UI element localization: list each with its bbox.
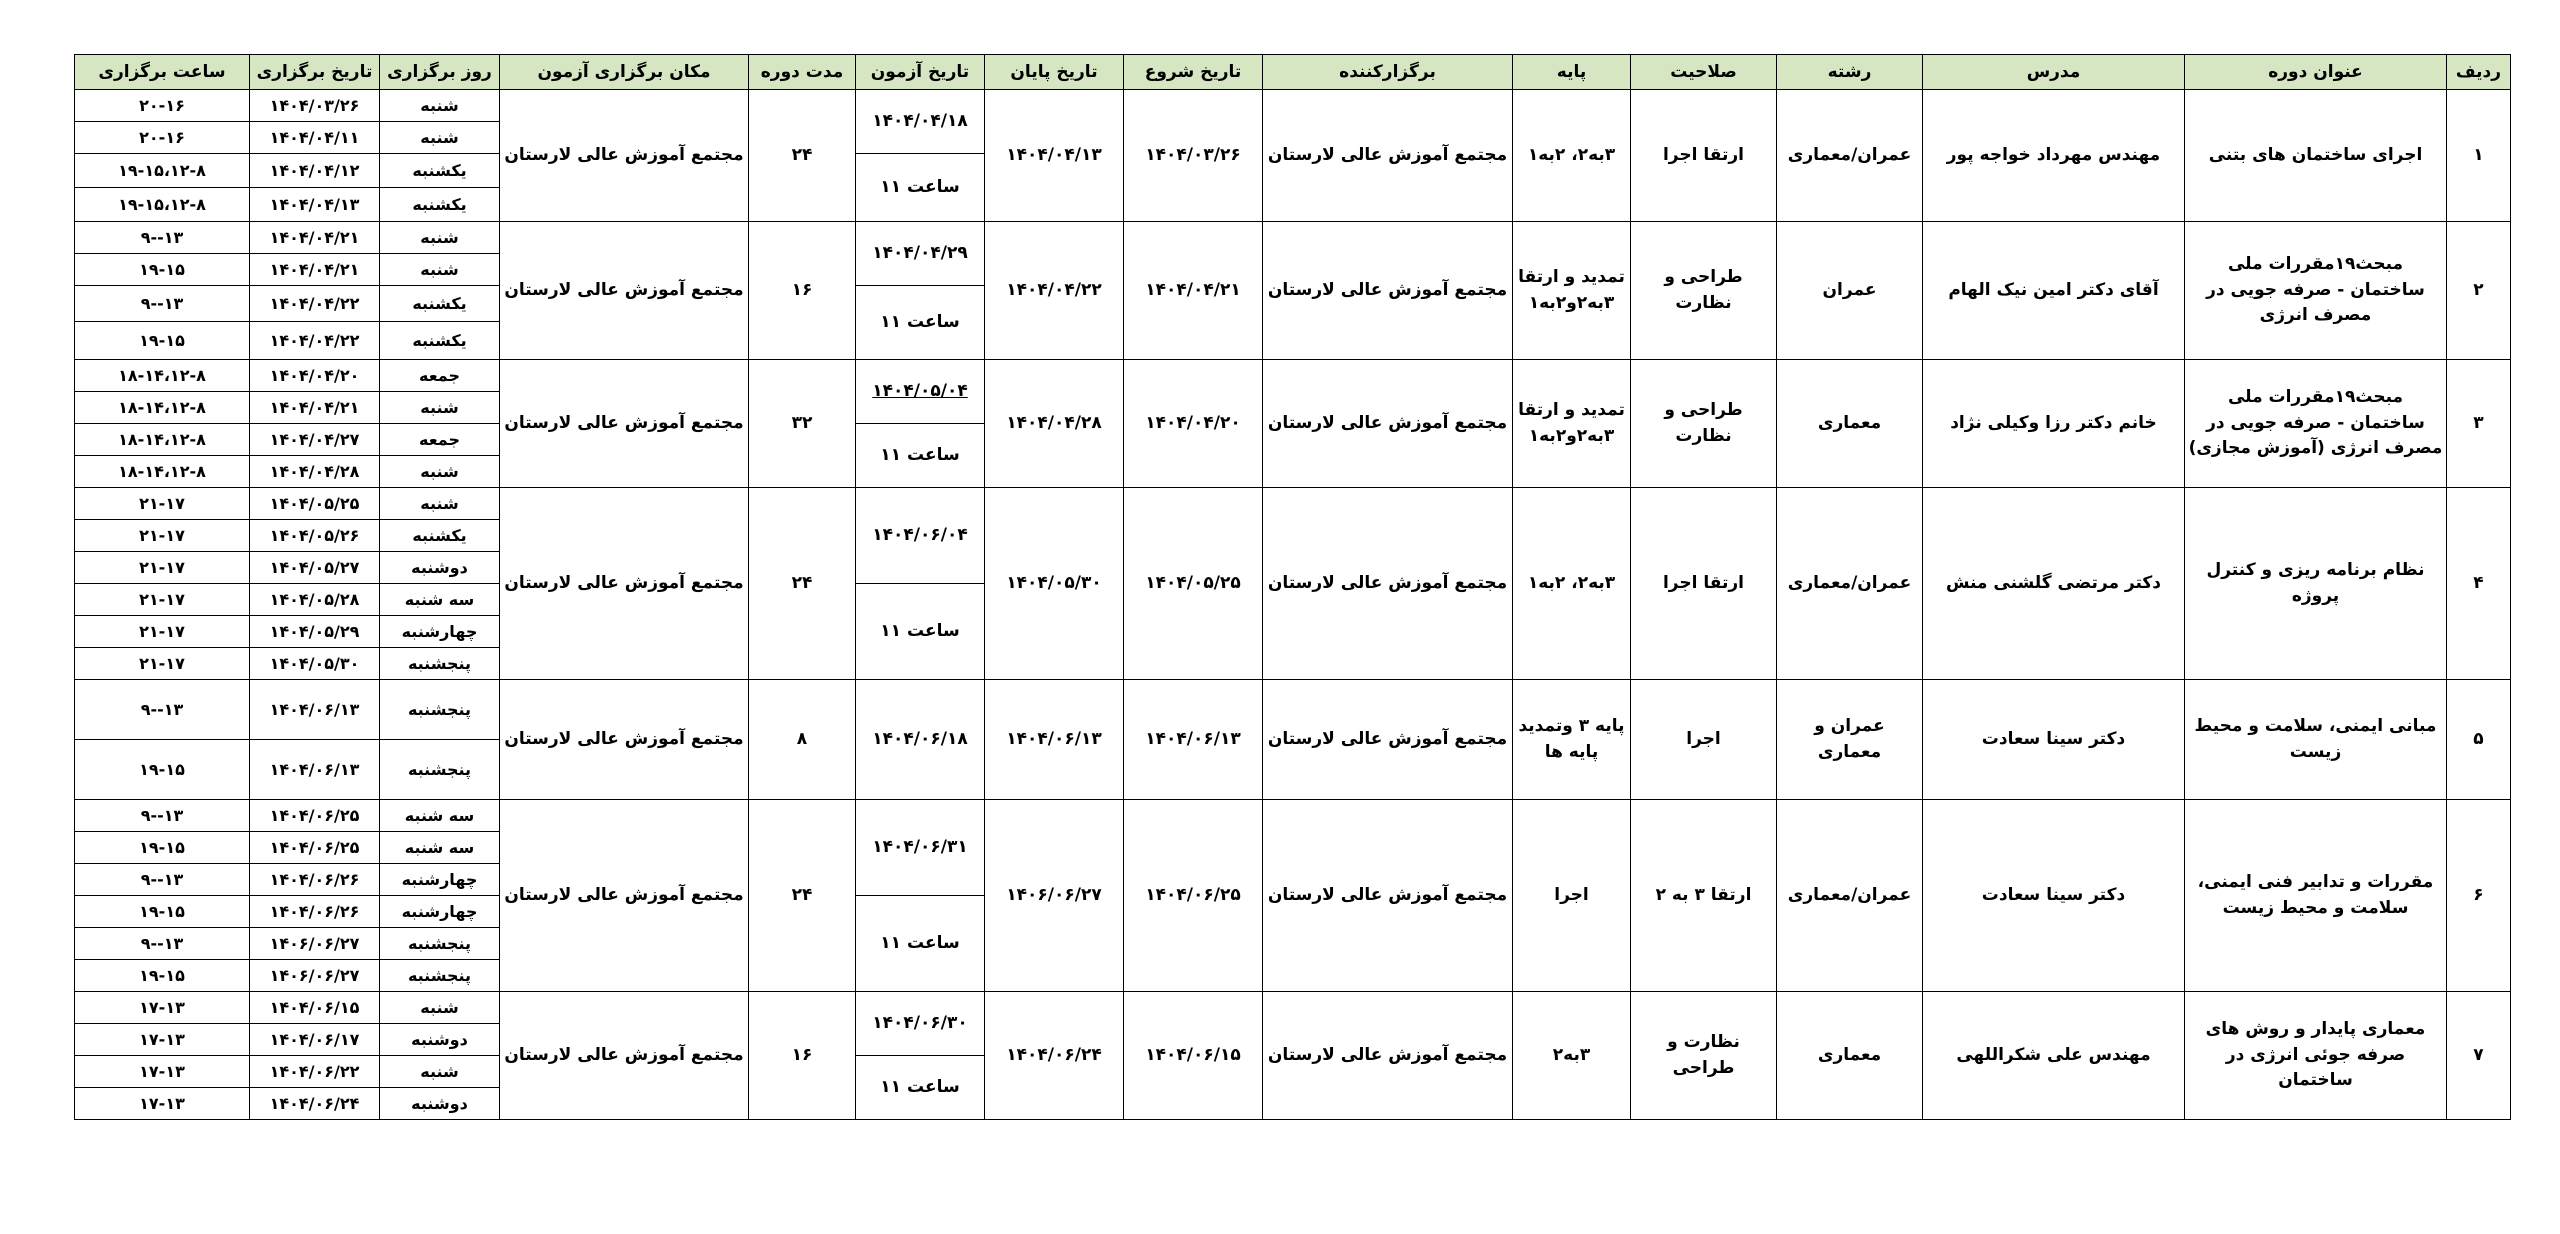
session-time: ۲۱-۱۷ — [75, 520, 250, 552]
session-day: یکشنبه — [380, 188, 500, 222]
course-exam-date: ۱۴۰۴/۰۴/۱۸ — [856, 90, 985, 154]
session-day: پنجشنبه — [380, 740, 500, 800]
course-schedule-table — [74, 54, 2511, 1120]
session-date: ۱۴۰۶/۰۶/۲۷ — [250, 960, 380, 992]
session-date: ۱۴۰۴/۰۶/۲۵ — [250, 832, 380, 864]
header-grade: پایه — [1513, 55, 1631, 90]
course-title: معماری پایدار و روش های صرفه جوئی انرژی در ساختمان — [2185, 992, 2447, 1120]
course-field: عمران/معماری — [1777, 90, 1923, 222]
session-time: ۱۹-۱۵،۱۲-۸ — [75, 188, 250, 222]
course-field: معماری — [1777, 992, 1923, 1120]
course-grade: تمدید و ارتقا ۳به۲و۲به۱ — [1513, 360, 1631, 488]
header-teacher: مدرس — [1923, 55, 2185, 90]
course-organizer: مجتمع آموزش عالی لارستان — [1263, 800, 1513, 992]
course-exam-date: ۱۴۰۴/۰۶/۳۰ — [856, 992, 985, 1056]
session-row — [75, 90, 2511, 122]
session-day: شنبه — [380, 222, 500, 254]
course-competence: نظارت و طراحی — [1631, 992, 1777, 1120]
course-row-number: ۶ — [2447, 800, 2511, 992]
session-time: ۱۸-۱۴،۱۲-۸ — [75, 424, 250, 456]
session-time: ۱۹-۱۵ — [75, 322, 250, 360]
header-competence: صلاحیت — [1631, 55, 1777, 90]
session-time: ۱۹-۱۵ — [75, 960, 250, 992]
session-date: ۱۴۰۴/۰۶/۲۴ — [250, 1088, 380, 1120]
session-day: چهارشنبه — [380, 616, 500, 648]
session-time: ۱۹-۱۵،۱۲-۸ — [75, 154, 250, 188]
course-duration: ۲۴ — [749, 90, 856, 222]
session-day: یکشنبه — [380, 322, 500, 360]
session-day: شنبه — [380, 1056, 500, 1088]
course-grade: ۳به۲ — [1513, 992, 1631, 1120]
course-grade: ۳به۲، ۲به۱ — [1513, 90, 1631, 222]
header-course-title: عنوان دوره — [2185, 55, 2447, 90]
session-time: ۲۱-۱۷ — [75, 488, 250, 520]
session-day: سه شنبه — [380, 832, 500, 864]
header-session-date: تاریخ برگزاری — [250, 55, 380, 90]
course-end-date: ۱۴۰۴/۰۴/۱۳ — [985, 90, 1124, 222]
session-date: ۱۴۰۴/۰۴/۲۱ — [250, 222, 380, 254]
course-title: نظام برنامه ریزی و کنترل پروژه — [2185, 488, 2447, 680]
session-date: ۱۴۰۶/۰۶/۲۷ — [250, 928, 380, 960]
course-field: عمران و معماری — [1777, 680, 1923, 800]
session-day: پنجشنبه — [380, 680, 500, 740]
session-date: ۱۴۰۴/۰۵/۲۶ — [250, 520, 380, 552]
session-time: ۱۳--۹ — [75, 286, 250, 322]
course-teacher: دکتر سینا سعادت — [1923, 800, 2185, 992]
course-exam-time: ساعت ۱۱ — [856, 424, 985, 488]
course-teacher: خانم دکتر رزا وکیلی نژاد — [1923, 360, 2185, 488]
course-exam-place: مجتمع آموزش عالی لارستان — [500, 488, 749, 680]
session-day: پنجشنبه — [380, 928, 500, 960]
course-competence: ارتقا ۳ به ۲ — [1631, 800, 1777, 992]
session-date: ۱۴۰۴/۰۴/۲۱ — [250, 392, 380, 424]
session-row — [75, 222, 2511, 254]
course-title: مقررات و تدابیر فنی ایمنی، سلامت و محیط زیست — [2185, 800, 2447, 992]
header-day: روز برگزاری — [380, 55, 500, 90]
session-time: ۱۷-۱۳ — [75, 1056, 250, 1088]
session-date: ۱۴۰۴/۰۴/۱۳ — [250, 188, 380, 222]
session-date: ۱۴۰۴/۰۴/۲۱ — [250, 254, 380, 286]
session-time: ۱۹-۱۵ — [75, 896, 250, 928]
course-organizer: مجتمع آموزش عالی لارستان — [1263, 992, 1513, 1120]
session-day: دوشنبه — [380, 1024, 500, 1056]
session-date: ۱۴۰۴/۰۵/۲۹ — [250, 616, 380, 648]
course-exam-date: ۱۴۰۴/۰۶/۰۴ — [856, 488, 985, 584]
course-exam-place: مجتمع آموزش عالی لارستان — [500, 360, 749, 488]
session-date: ۱۴۰۴/۰۶/۱۷ — [250, 1024, 380, 1056]
course-title: اجرای ساختمان های بتنی — [2185, 90, 2447, 222]
course-exam-place: مجتمع آموزش عالی لارستان — [500, 680, 749, 800]
session-row — [75, 800, 2511, 832]
session-date: ۱۴۰۴/۰۴/۲۰ — [250, 360, 380, 392]
session-date: ۱۴۰۴/۰۴/۱۱ — [250, 122, 380, 154]
session-day: یکشنبه — [380, 154, 500, 188]
session-day: چهارشنبه — [380, 864, 500, 896]
course-start-date: ۱۴۰۴/۰۶/۱۳ — [1124, 680, 1263, 800]
course-organizer: مجتمع آموزش عالی لارستان — [1263, 360, 1513, 488]
course-exam-time: ساعت ۱۱ — [856, 154, 985, 222]
session-date: ۱۴۰۴/۰۵/۳۰ — [250, 648, 380, 680]
session-date: ۱۴۰۴/۰۵/۲۸ — [250, 584, 380, 616]
course-start-date: ۱۴۰۴/۰۶/۲۵ — [1124, 800, 1263, 992]
course-end-date: ۱۴۰۴/۰۵/۳۰ — [985, 488, 1124, 680]
course-duration: ۲۴ — [749, 488, 856, 680]
session-time: ۱۷-۱۳ — [75, 1088, 250, 1120]
course-exam-time: ساعت ۱۱ — [856, 584, 985, 680]
session-day: پنجشنبه — [380, 648, 500, 680]
course-teacher: دکتر سینا سعادت — [1923, 680, 2185, 800]
course-row-number: ۱ — [2447, 90, 2511, 222]
header-session-time: ساعت برگزاری — [75, 55, 250, 90]
session-time: ۲۱-۱۷ — [75, 648, 250, 680]
course-exam-place: مجتمع آموزش عالی لارستان — [500, 222, 749, 360]
course-duration: ۱۶ — [749, 992, 856, 1120]
course-teacher: مهندس علی شکراللهی — [1923, 992, 2185, 1120]
course-organizer: مجتمع آموزش عالی لارستان — [1263, 90, 1513, 222]
session-time: ۲۱-۱۷ — [75, 584, 250, 616]
session-date: ۱۴۰۴/۰۶/۲۵ — [250, 800, 380, 832]
course-organizer: مجتمع آموزش عالی لارستان — [1263, 488, 1513, 680]
session-time: ۱۸-۱۴،۱۲-۸ — [75, 456, 250, 488]
course-duration: ۲۴ — [749, 800, 856, 992]
course-end-date: ۱۴۰۴/۰۴/۲۲ — [985, 222, 1124, 360]
session-row — [75, 680, 2511, 740]
session-date: ۱۴۰۴/۰۴/۲۲ — [250, 322, 380, 360]
session-date: ۱۴۰۴/۰۴/۲۷ — [250, 424, 380, 456]
header-row-number: ردیف — [2447, 55, 2511, 90]
session-day: شنبه — [380, 122, 500, 154]
course-competence: ارتقا اجرا — [1631, 90, 1777, 222]
course-teacher: دکتر مرتضی گلشنی منش — [1923, 488, 2185, 680]
course-grade: اجرا — [1513, 800, 1631, 992]
course-title: مبحث۱۹مقررات ملی ساختمان - صرفه جویی در مصرف انرژی — [2185, 222, 2447, 360]
course-exam-time: ساعت ۱۱ — [856, 1056, 985, 1120]
header-row — [75, 55, 2511, 90]
header-duration: مدت دوره — [749, 55, 856, 90]
course-row-number: ۵ — [2447, 680, 2511, 800]
session-day: شنبه — [380, 392, 500, 424]
course-field: عمران/معماری — [1777, 800, 1923, 992]
course-teacher: آقای دکتر امین نیک الهام — [1923, 222, 2185, 360]
session-time: ۱۳--۹ — [75, 680, 250, 740]
course-end-date: ۱۴۰۴/۰۶/۲۴ — [985, 992, 1124, 1120]
session-day: شنبه — [380, 254, 500, 286]
course-competence: طراحی و نظارت — [1631, 360, 1777, 488]
header-end-date: تاریخ پایان — [985, 55, 1124, 90]
session-date: ۱۴۰۴/۰۳/۲۶ — [250, 90, 380, 122]
course-exam-time: ساعت ۱۱ — [856, 896, 985, 992]
header-organizer: برگزارکننده — [1263, 55, 1513, 90]
course-title: مبانی ایمنی، سلامت و محیط زیست — [2185, 680, 2447, 800]
session-day: یکشنبه — [380, 520, 500, 552]
session-time: ۱۳--۹ — [75, 800, 250, 832]
session-time: ۱۹-۱۵ — [75, 740, 250, 800]
course-teacher: مهندس مهرداد خواجه پور — [1923, 90, 2185, 222]
course-start-date: ۱۴۰۴/۰۳/۲۶ — [1124, 90, 1263, 222]
course-competence: اجرا — [1631, 680, 1777, 800]
course-title: مبحث۱۹مقررات ملی ساختمان - صرفه جویی در مصرف انرژی (آموزش مجازی) — [2185, 360, 2447, 488]
session-date: ۱۴۰۴/۰۴/۲۸ — [250, 456, 380, 488]
session-date: ۱۴۰۴/۰۶/۱۵ — [250, 992, 380, 1024]
course-start-date: ۱۴۰۴/۰۶/۱۵ — [1124, 992, 1263, 1120]
session-day: دوشنبه — [380, 1088, 500, 1120]
session-time: ۱۳--۹ — [75, 864, 250, 896]
header-exam-place: مکان برگزاری آزمون — [500, 55, 749, 90]
session-day: دوشنبه — [380, 552, 500, 584]
course-organizer: مجتمع آموزش عالی لارستان — [1263, 222, 1513, 360]
course-start-date: ۱۴۰۴/۰۵/۲۵ — [1124, 488, 1263, 680]
session-date: ۱۴۰۴/۰۶/۲۶ — [250, 864, 380, 896]
session-day: شنبه — [380, 456, 500, 488]
session-time: ۲۱-۱۷ — [75, 552, 250, 584]
session-date: ۱۴۰۴/۰۶/۲۲ — [250, 1056, 380, 1088]
session-day: پنجشنبه — [380, 960, 500, 992]
session-time: ۲۰-۱۶ — [75, 122, 250, 154]
course-end-date: ۱۴۰۶/۰۶/۲۷ — [985, 800, 1124, 992]
course-row-number: ۳ — [2447, 360, 2511, 488]
course-row-number: ۷ — [2447, 992, 2511, 1120]
session-date: ۱۴۰۴/۰۶/۱۳ — [250, 680, 380, 740]
session-date: ۱۴۰۴/۰۴/۱۲ — [250, 154, 380, 188]
course-exam-date: ۱۴۰۴/۰۵/۰۴ — [856, 360, 985, 424]
session-time: ۱۷-۱۳ — [75, 1024, 250, 1056]
session-day: شنبه — [380, 992, 500, 1024]
course-row-number: ۲ — [2447, 222, 2511, 360]
course-exam-date: ۱۴۰۴/۰۶/۳۱ — [856, 800, 985, 896]
session-time: ۲۰-۱۶ — [75, 90, 250, 122]
course-exam-place: مجتمع آموزش عالی لارستان — [500, 992, 749, 1120]
course-exam-place: مجتمع آموزش عالی لارستان — [500, 90, 749, 222]
session-day: شنبه — [380, 90, 500, 122]
course-field: عمران/معماری — [1777, 488, 1923, 680]
course-row-number: ۴ — [2447, 488, 2511, 680]
course-exam-place: مجتمع آموزش عالی لارستان — [500, 800, 749, 992]
course-start-date: ۱۴۰۴/۰۴/۲۱ — [1124, 222, 1263, 360]
session-time: ۱۹-۱۵ — [75, 832, 250, 864]
course-field: عمران — [1777, 222, 1923, 360]
session-time: ۲۱-۱۷ — [75, 616, 250, 648]
course-duration: ۸ — [749, 680, 856, 800]
session-time: ۱۳--۹ — [75, 928, 250, 960]
course-organizer: مجتمع آموزش عالی لارستان — [1263, 680, 1513, 800]
session-row — [75, 992, 2511, 1024]
session-date: ۱۴۰۴/۰۵/۲۵ — [250, 488, 380, 520]
session-day: سه شنبه — [380, 800, 500, 832]
course-exam-date: ۱۴۰۴/۰۴/۲۹ — [856, 222, 985, 286]
course-end-date: ۱۴۰۴/۰۶/۱۳ — [985, 680, 1124, 800]
course-exam-time: ساعت ۱۱ — [856, 286, 985, 360]
session-day: چهارشنبه — [380, 896, 500, 928]
course-competence: ارتقا اجرا — [1631, 488, 1777, 680]
course-start-date: ۱۴۰۴/۰۴/۲۰ — [1124, 360, 1263, 488]
session-time: ۱۷-۱۳ — [75, 992, 250, 1024]
header-field: رشته — [1777, 55, 1923, 90]
schedule-sheet — [74, 54, 2511, 1120]
session-date: ۱۴۰۴/۰۶/۱۳ — [250, 740, 380, 800]
session-date: ۱۴۰۴/۰۶/۲۶ — [250, 896, 380, 928]
course-field: معماری — [1777, 360, 1923, 488]
session-day: جمعه — [380, 424, 500, 456]
header-exam-date: تاریخ آزمون — [856, 55, 985, 90]
course-duration: ۳۲ — [749, 360, 856, 488]
session-day: یکشنبه — [380, 286, 500, 322]
course-grade: تمدید و ارتقا ۳به۲و۲به۱ — [1513, 222, 1631, 360]
session-time: ۱۸-۱۴،۱۲-۸ — [75, 360, 250, 392]
course-duration: ۱۶ — [749, 222, 856, 360]
course-grade: پایه ۳ وتمدید پایه ها — [1513, 680, 1631, 800]
course-end-date: ۱۴۰۴/۰۴/۲۸ — [985, 360, 1124, 488]
session-day: سه شنبه — [380, 584, 500, 616]
session-row — [75, 360, 2511, 392]
session-day: جمعه — [380, 360, 500, 392]
session-date: ۱۴۰۴/۰۴/۲۲ — [250, 286, 380, 322]
session-time: ۱۹-۱۵ — [75, 254, 250, 286]
course-grade: ۳به۲، ۲به۱ — [1513, 488, 1631, 680]
course-exam-date: ۱۴۰۴/۰۶/۱۸ — [856, 680, 985, 800]
header-start-date: تاریخ شروع — [1124, 55, 1263, 90]
session-time: ۱۳--۹ — [75, 222, 250, 254]
session-day: شنبه — [380, 488, 500, 520]
session-row — [75, 488, 2511, 520]
session-date: ۱۴۰۴/۰۵/۲۷ — [250, 552, 380, 584]
session-time: ۱۸-۱۴،۱۲-۸ — [75, 392, 250, 424]
course-competence: طراحی و نظارت — [1631, 222, 1777, 360]
